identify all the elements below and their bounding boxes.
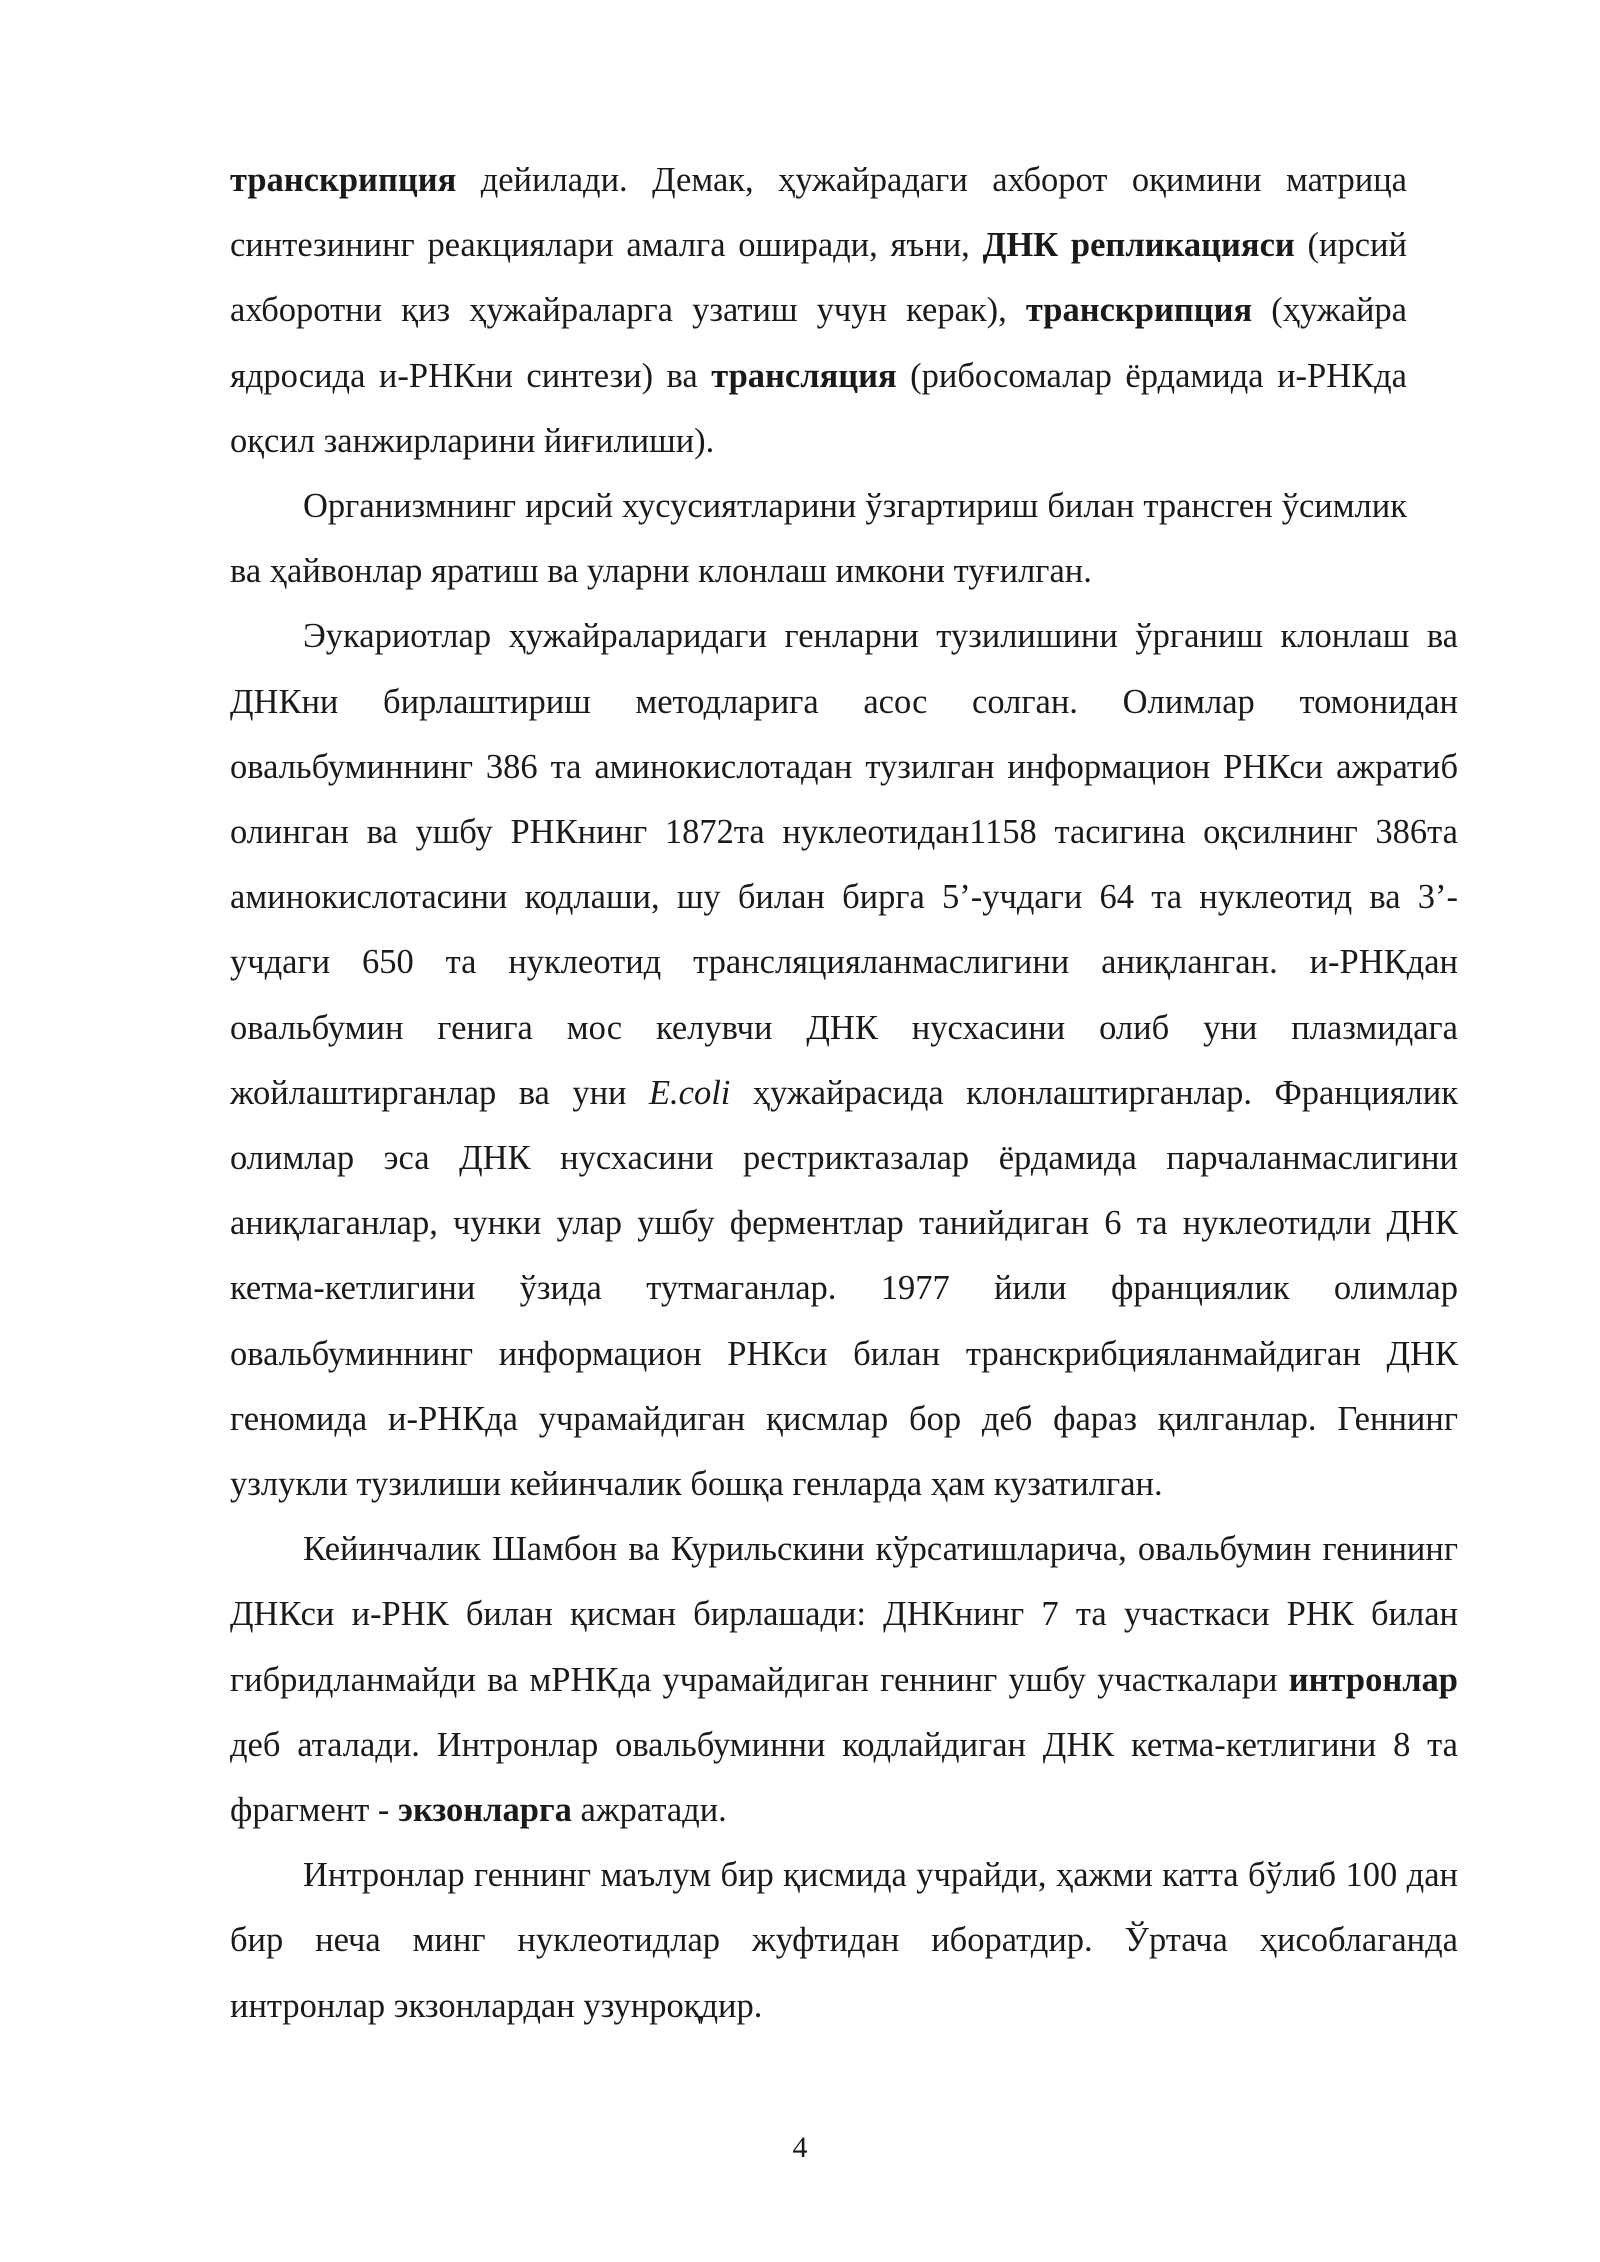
bold-term-dna-replication: ДНК репликацияси	[982, 226, 1295, 265]
text-segment: Кейинчалик Шамбон ва Курильскини кўрсатишларича, овальбумин генининг ДНКси и-РНК билан қисман бирлашади: ДНКнинг 7 та участкаси РНК билан гибридланмайди ва мРНКда учрамайдиган геннинг ушбу участкалари	[230, 1530, 1458, 1699]
text-segment: ажратади.	[571, 1791, 727, 1830]
bold-term-exons: экзонларга	[398, 1791, 572, 1830]
paragraph-transgenic-organisms	[230, 474, 1407, 604]
bold-term-translation: трансляция	[711, 356, 897, 395]
text-segment: деб аталади. Интронлар овальбуминни кодлайдиган ДНК кетма-кетлигини 8 та фрагмент -	[230, 1725, 1458, 1830]
bold-term-transcription: транскрипция	[1025, 291, 1253, 330]
text-segment: Интронлар геннинг маълум бир қисмида учрайди, ҳажми катта бўлиб 100 дан бир неча минг нуклеотидлар жуфтидан иборатдир. Ўртача ҳисоблаганда интронлар экзонлардан узунроқдир.	[230, 1856, 1458, 2025]
text-segment: ҳужайрасида клонлаштирганлар. Франциялик олимлар эса ДНК нусхасини рестриктазалар ёрдамида парчаланмаслигини аниқлаганлар, чунки улар ушбу ферментлар танийдиган 6 та нуклеотидли ДНК кетма-кетлигини ўзида тутмаганлар. 1977 йили франциялик олимлар овальбуминнинг информацион РНКси билан транскрибцияланмайдиган ДНК геномида и-РНКда учрамайдиган қисмлар бор деб фараз қилганлар. Геннинг узлукли тузилиши кейинчалик бошқа генларда ҳам кузатилган.	[230, 1073, 1458, 1504]
document-page	[230, 148, 1458, 2039]
text-segment: Эукариотлар ҳужайраларидаги генларни тузилишини ўрганиш клонлаш ва ДНКни бирлаштириш методларига асос солган. Олимлар томонидан овальбуминнинг 386 та аминокислотадан тузилган информацион РНКси ажратиб олинган ва ушбу РНКнинг 1872та нуклеотидан1158 тасигина оқсилнинг 386та аминокислотасини кодлаши, шу билан бирга 5’-учдаги 64 та нуклеотид ва 3’-учдаги 650 та нуклеотид трансляцияланмаслигини аниқланган. и-РНКдан овальбумин генига мос келувчи ДНК нусхасини олиб уни плазмидага жойлаштирганлар ва уни	[230, 617, 1458, 1112]
bold-term-introns: интронлар	[1288, 1660, 1458, 1699]
paragraph-introns-exons	[230, 1517, 1458, 1843]
paragraph-eukaryotic-genes	[230, 604, 1458, 1517]
paragraph-transcription-summary	[230, 148, 1407, 474]
paragraph-intron-size	[230, 1843, 1458, 2039]
text-segment: (ҳужайра ядросида и-РНКни синтези) ва	[230, 291, 1407, 395]
text-segment: дейилади. Демак, ҳужайрадаги ахборот оқимини матрица синтезининг реакциялари амалга оширади, яъни,	[230, 161, 1407, 265]
italic-term-ecoli: E.coli	[648, 1073, 731, 1112]
bold-term-transcription: транскрипция	[230, 161, 457, 199]
page-number: 4	[792, 2131, 808, 2164]
text-segment: (ирсий ахборотни қиз ҳужайраларга узатиш учун керак),	[230, 226, 1407, 330]
text-segment: (рибосомалар ёрдамида и-РНКда оқсил занжирларини йиғилиши).	[230, 356, 1407, 460]
text-segment: Организмнинг ирсий хусусиятларини ўзгартириш билан трансген ўсимлик ва ҳайвонлар яратиш ва уларни клонлаш имкони туғилган.	[230, 487, 1407, 591]
